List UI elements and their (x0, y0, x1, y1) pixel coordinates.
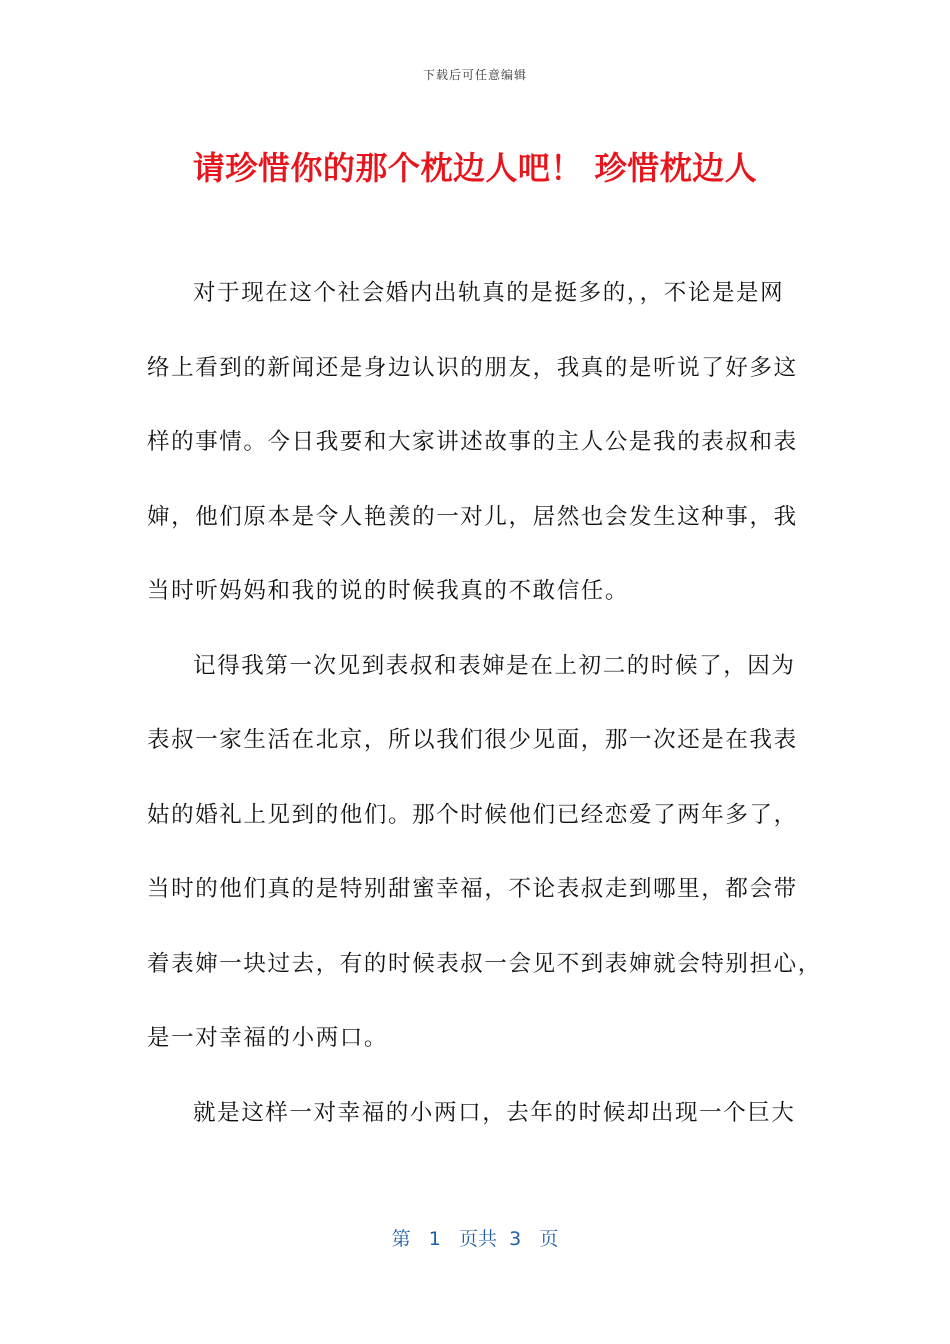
document-title: 请珍惜你的那个枕边人吧！ 珍惜枕边人 (192, 149, 758, 187)
paragraph-line: 姑的婚礼上见到的他们。那个时候他们已经恋爱了两年多了， (147, 801, 798, 828)
document-body (147, 270, 822, 1164)
paragraph-line: 对于现在这个社会婚内出轨真的是挺多的，，不论是是网 (193, 280, 785, 306)
page-middle: 页共 (459, 1228, 498, 1250)
page-current: 1 (428, 1228, 441, 1250)
paragraph-line: 是一对幸福的小两口。 (147, 1025, 389, 1051)
page-prefix: 第 (391, 1228, 411, 1250)
header-note: 下载后可任意编辑 (422, 68, 527, 82)
page-number-footer (0, 1224, 950, 1251)
page-total: 3 (509, 1228, 522, 1250)
paragraph-line: 当时的他们真的是特别甜蜜幸福，不论表叔走到哪里，都会带 (147, 876, 798, 902)
page-suffix: 页 (539, 1228, 559, 1250)
paragraph-line: 记得我第一次见到表叔和表婶是在上初二的时候了，因为 (193, 652, 796, 679)
paragraph-line: 着表婶一块过去，有的时候表叔一会见不到表婶就会特别担心， (147, 950, 822, 977)
paragraph-line: 婶，他们原本是令人艳羡的一对儿，居然也会发生这种事，我 (147, 503, 798, 530)
paragraph-line: 就是这样一对幸福的小两口，去年的时候却出现一个巨大 (193, 1099, 796, 1126)
paragraph-line: 络上看到的新闻还是身边认识的朋友，我真的是听说了好多这 (147, 354, 798, 381)
paragraph-line: 当时听妈妈和我的说的时候我真的不敢信任。 (147, 578, 630, 604)
paragraph-line: 样的事情。今日我要和大家讲述故事的主人公是我的表叔和表 (147, 429, 798, 455)
paragraph-line: 表叔一家生活在北京，所以我们很少见面，那一次还是在我表 (147, 727, 798, 753)
